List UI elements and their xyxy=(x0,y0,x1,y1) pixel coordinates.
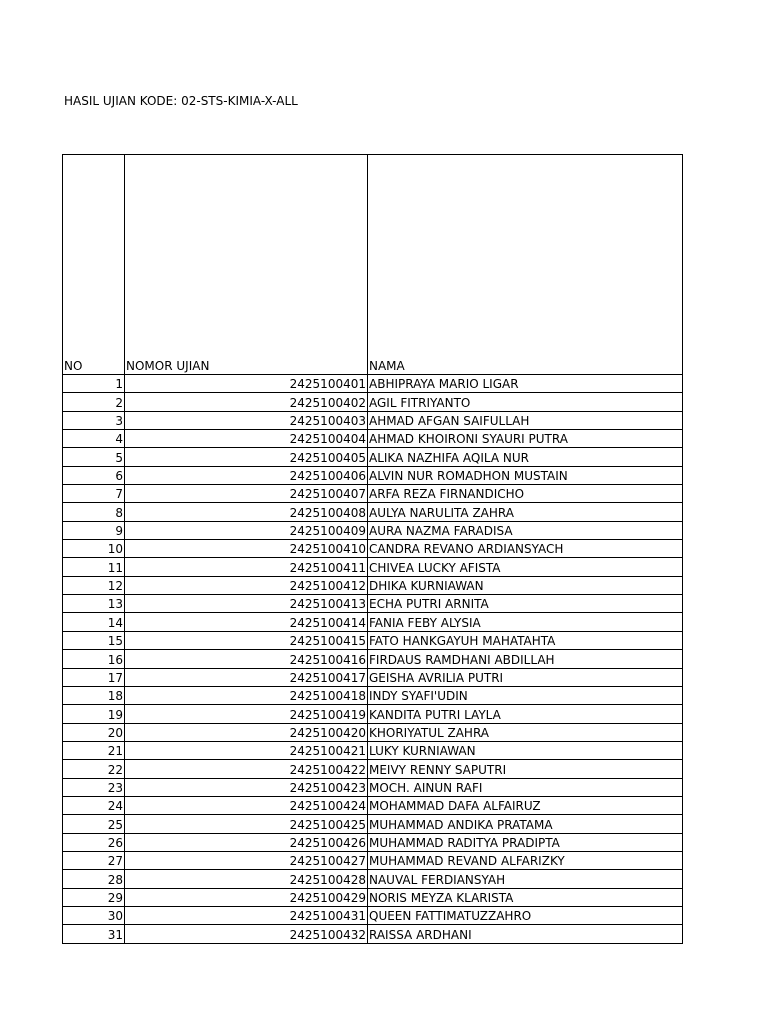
table-row xyxy=(63,815,683,833)
cell-nama: NAUVAL FERDIANSYAH xyxy=(368,870,683,888)
cell-nama: AULYA NARULITA ZAHRA xyxy=(368,503,683,521)
cell-no: 21 xyxy=(63,741,125,759)
table-row xyxy=(63,925,683,943)
table-row xyxy=(63,485,683,503)
cell-no: 2 xyxy=(63,393,125,411)
table-row xyxy=(63,741,683,759)
cell-no: 13 xyxy=(63,595,125,613)
cell-no: 12 xyxy=(63,576,125,594)
cell-no: 1 xyxy=(63,375,125,393)
table-row xyxy=(63,870,683,888)
cell-nomor-ujian: 2425100401 xyxy=(125,375,368,393)
cell-nama: KHORIYATUL ZAHRA xyxy=(368,723,683,741)
cell-no: 23 xyxy=(63,778,125,796)
cell-nomor-ujian: 2425100427 xyxy=(125,851,368,869)
cell-no: 24 xyxy=(63,796,125,814)
cell-nomor-ujian: 2425100412 xyxy=(125,576,368,594)
header-nomor-ujian: NOMOR UJIAN xyxy=(125,155,368,375)
cell-no: 19 xyxy=(63,705,125,723)
cell-nomor-ujian: 2425100417 xyxy=(125,668,368,686)
header-nama: NAMA xyxy=(368,155,683,375)
cell-nomor-ujian: 2425100425 xyxy=(125,815,368,833)
cell-nama: MUHAMMAD RADITYA PRADIPTA xyxy=(368,833,683,851)
cell-nomor-ujian: 2425100406 xyxy=(125,466,368,484)
cell-nomor-ujian: 2425100432 xyxy=(125,925,368,943)
cell-nama: ALIKA NAZHIFA AQILA NUR xyxy=(368,448,683,466)
cell-nomor-ujian: 2425100424 xyxy=(125,796,368,814)
table-row xyxy=(63,686,683,704)
cell-no: 18 xyxy=(63,686,125,704)
cell-no: 14 xyxy=(63,613,125,631)
cell-nomor-ujian: 2425100421 xyxy=(125,741,368,759)
cell-nomor-ujian: 2425100420 xyxy=(125,723,368,741)
cell-no: 30 xyxy=(63,906,125,924)
table-row xyxy=(63,448,683,466)
cell-nama: CANDRA REVANO ARDIANSYACH xyxy=(368,540,683,558)
cell-nama: RAISSA ARDHANI xyxy=(368,925,683,943)
cell-no: 15 xyxy=(63,631,125,649)
cell-nomor-ujian: 2425100416 xyxy=(125,650,368,668)
table-row xyxy=(63,723,683,741)
cell-nomor-ujian: 2425100403 xyxy=(125,411,368,429)
table-header-row xyxy=(63,155,683,375)
cell-nomor-ujian: 2425100409 xyxy=(125,521,368,539)
table-row xyxy=(63,778,683,796)
table-row xyxy=(63,521,683,539)
cell-nomor-ujian: 2425100414 xyxy=(125,613,368,631)
table-row xyxy=(63,595,683,613)
table-row xyxy=(63,558,683,576)
table-row xyxy=(63,833,683,851)
cell-nama: AGIL FITRIYANTO xyxy=(368,393,683,411)
cell-nama: NORIS MEYZA KLARISTA xyxy=(368,888,683,906)
cell-no: 3 xyxy=(63,411,125,429)
table-row xyxy=(63,631,683,649)
table-row xyxy=(63,466,683,484)
cell-nama: ARFA REZA FIRNANDICHO xyxy=(368,485,683,503)
cell-nama: MOHAMMAD DAFA ALFAIRUZ xyxy=(368,796,683,814)
cell-nama: GEISHA AVRILIA PUTRI xyxy=(368,668,683,686)
cell-nomor-ujian: 2425100422 xyxy=(125,760,368,778)
cell-nomor-ujian: 2425100418 xyxy=(125,686,368,704)
cell-nama: DHIKA KURNIAWAN xyxy=(368,576,683,594)
table-body xyxy=(63,375,683,944)
cell-nomor-ujian: 2425100410 xyxy=(125,540,368,558)
cell-no: 16 xyxy=(63,650,125,668)
cell-nama: MUHAMMAD ANDIKA PRATAMA xyxy=(368,815,683,833)
cell-nomor-ujian: 2425100408 xyxy=(125,503,368,521)
cell-no: 31 xyxy=(63,925,125,943)
cell-nomor-ujian: 2425100402 xyxy=(125,393,368,411)
cell-no: 25 xyxy=(63,815,125,833)
cell-nama: ABHIPRAYA MARIO LIGAR xyxy=(368,375,683,393)
table-row xyxy=(63,393,683,411)
cell-nama: FIRDAUS RAMDHANI ABDILLAH xyxy=(368,650,683,668)
cell-no: 29 xyxy=(63,888,125,906)
cell-nomor-ujian: 2425100431 xyxy=(125,906,368,924)
cell-no: 20 xyxy=(63,723,125,741)
cell-no: 28 xyxy=(63,870,125,888)
cell-no: 27 xyxy=(63,851,125,869)
cell-no: 4 xyxy=(63,430,125,448)
cell-no: 22 xyxy=(63,760,125,778)
page-title: HASIL UJIAN KODE: 02-STS-KIMIA-X-ALL xyxy=(64,94,298,108)
table-row xyxy=(63,375,683,393)
results-table xyxy=(62,154,683,944)
cell-no: 7 xyxy=(63,485,125,503)
cell-nomor-ujian: 2425100413 xyxy=(125,595,368,613)
table-row xyxy=(63,888,683,906)
cell-no: 10 xyxy=(63,540,125,558)
cell-nomor-ujian: 2425100407 xyxy=(125,485,368,503)
table-row xyxy=(63,503,683,521)
cell-nomor-ujian: 2425100423 xyxy=(125,778,368,796)
cell-no: 5 xyxy=(63,448,125,466)
cell-nama: AHMAD AFGAN SAIFULLAH xyxy=(368,411,683,429)
cell-nama: KANDITA PUTRI LAYLA xyxy=(368,705,683,723)
cell-no: 26 xyxy=(63,833,125,851)
cell-nomor-ujian: 2425100404 xyxy=(125,430,368,448)
cell-no: 6 xyxy=(63,466,125,484)
cell-nama: FANIA FEBY ALYSIA xyxy=(368,613,683,631)
cell-nama: ALVIN NUR ROMADHON MUSTAIN xyxy=(368,466,683,484)
table-row xyxy=(63,705,683,723)
cell-nama: FATO HANKGAYUH MAHATAHTA xyxy=(368,631,683,649)
cell-nama: MUHAMMAD REVAND ALFARIZKY xyxy=(368,851,683,869)
table-row xyxy=(63,906,683,924)
cell-nomor-ujian: 2425100419 xyxy=(125,705,368,723)
cell-no: 9 xyxy=(63,521,125,539)
table-row xyxy=(63,411,683,429)
cell-no: 8 xyxy=(63,503,125,521)
cell-nomor-ujian: 2425100428 xyxy=(125,870,368,888)
cell-nama: AURA NAZMA FARADISA xyxy=(368,521,683,539)
cell-nama: ECHA PUTRI ARNITA xyxy=(368,595,683,613)
header-no: NO xyxy=(63,155,125,375)
table-row xyxy=(63,668,683,686)
cell-nama: CHIVEA LUCKY AFISTA xyxy=(368,558,683,576)
cell-nama: LUKY KURNIAWAN xyxy=(368,741,683,759)
cell-no: 17 xyxy=(63,668,125,686)
table-row xyxy=(63,576,683,594)
cell-nomor-ujian: 2425100405 xyxy=(125,448,368,466)
cell-no: 11 xyxy=(63,558,125,576)
cell-nomor-ujian: 2425100415 xyxy=(125,631,368,649)
cell-nama: AHMAD KHOIRONI SYAURI PUTRA xyxy=(368,430,683,448)
table-row xyxy=(63,613,683,631)
table-row xyxy=(63,796,683,814)
table-row xyxy=(63,760,683,778)
table-row xyxy=(63,650,683,668)
table-row xyxy=(63,851,683,869)
table-row xyxy=(63,430,683,448)
table-row xyxy=(63,540,683,558)
cell-nama: MOCH. AINUN RAFI xyxy=(368,778,683,796)
cell-nama: INDY SYAFI'UDIN xyxy=(368,686,683,704)
cell-nama: MEIVY RENNY SAPUTRI xyxy=(368,760,683,778)
cell-nomor-ujian: 2425100411 xyxy=(125,558,368,576)
cell-nomor-ujian: 2425100426 xyxy=(125,833,368,851)
cell-nomor-ujian: 2425100429 xyxy=(125,888,368,906)
cell-nama: QUEEN FATTIMATUZZAHRO xyxy=(368,906,683,924)
